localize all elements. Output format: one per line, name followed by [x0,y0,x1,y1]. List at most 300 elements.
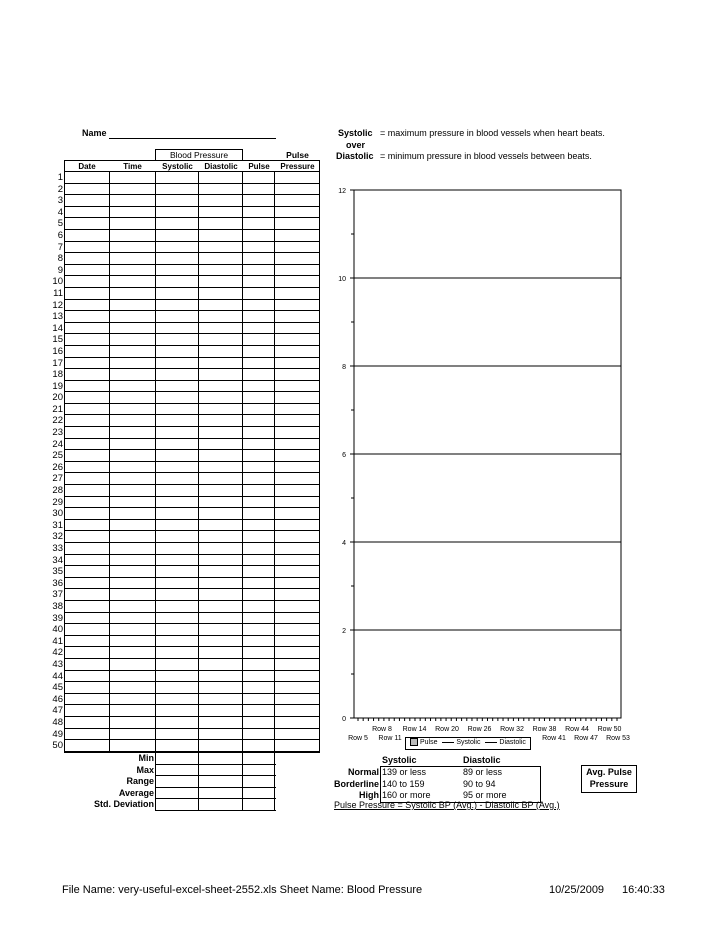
systolic-cell[interactable] [156,682,199,693]
date-cell[interactable] [65,265,110,276]
pulse-cell[interactable] [243,346,275,357]
diastolic-cell[interactable] [199,300,243,311]
time-cell[interactable] [110,195,156,206]
time-cell[interactable] [110,392,156,403]
pressure-cell[interactable] [275,671,319,682]
date-cell[interactable] [65,334,110,345]
diastolic-cell[interactable] [199,508,243,519]
diastolic-cell[interactable] [199,450,243,461]
systolic-cell[interactable] [156,439,199,450]
systolic-cell[interactable] [156,520,199,531]
time-cell[interactable] [110,555,156,566]
time-cell[interactable] [110,682,156,693]
date-cell[interactable] [65,682,110,693]
time-cell[interactable] [110,531,156,542]
pulse-cell[interactable] [243,694,275,705]
pulse-cell[interactable] [243,358,275,369]
systolic-cell[interactable] [156,300,199,311]
pulse-cell[interactable] [243,543,275,554]
time-cell[interactable] [110,381,156,392]
pressure-cell[interactable] [275,497,319,508]
date-cell[interactable] [65,694,110,705]
systolic-cell[interactable] [156,566,199,577]
time-cell[interactable] [110,242,156,253]
date-cell[interactable] [65,427,110,438]
date-cell[interactable] [65,740,110,751]
pulse-cell[interactable] [243,392,275,403]
pressure-cell[interactable] [275,195,319,206]
date-cell[interactable] [65,288,110,299]
diastolic-cell[interactable] [199,520,243,531]
pressure-cell[interactable] [275,473,319,484]
stats-cell[interactable] [199,788,243,799]
date-cell[interactable] [65,381,110,392]
diastolic-cell[interactable] [199,485,243,496]
diastolic-cell[interactable] [199,311,243,322]
diastolic-cell[interactable] [199,334,243,345]
date-cell[interactable] [65,462,110,473]
pressure-cell[interactable] [275,636,319,647]
diastolic-cell[interactable] [199,659,243,670]
date-cell[interactable] [65,404,110,415]
systolic-cell[interactable] [156,404,199,415]
pulse-cell[interactable] [243,369,275,380]
time-cell[interactable] [110,346,156,357]
stats-cell[interactable] [156,788,199,799]
date-cell[interactable] [65,242,110,253]
systolic-cell[interactable] [156,207,199,218]
pressure-cell[interactable] [275,589,319,600]
systolic-cell[interactable] [156,531,199,542]
diastolic-cell[interactable] [199,624,243,635]
pressure-cell[interactable] [275,659,319,670]
pressure-cell[interactable] [275,450,319,461]
time-cell[interactable] [110,369,156,380]
pressure-cell[interactable] [275,439,319,450]
systolic-cell[interactable] [156,265,199,276]
time-cell[interactable] [110,508,156,519]
pressure-cell[interactable] [275,647,319,658]
date-cell[interactable] [65,717,110,728]
pulse-cell[interactable] [243,427,275,438]
date-cell[interactable] [65,230,110,241]
pulse-cell[interactable] [243,636,275,647]
systolic-cell[interactable] [156,729,199,740]
pressure-cell[interactable] [275,508,319,519]
diastolic-cell[interactable] [199,462,243,473]
pressure-cell[interactable] [275,311,319,322]
time-cell[interactable] [110,439,156,450]
pressure-cell[interactable] [275,682,319,693]
diastolic-cell[interactable] [199,415,243,426]
time-cell[interactable] [110,300,156,311]
pulse-cell[interactable] [243,462,275,473]
pulse-cell[interactable] [243,705,275,716]
systolic-cell[interactable] [156,323,199,334]
pulse-cell[interactable] [243,300,275,311]
diastolic-cell[interactable] [199,288,243,299]
pressure-cell[interactable] [275,381,319,392]
diastolic-cell[interactable] [199,381,243,392]
time-cell[interactable] [110,462,156,473]
pulse-cell[interactable] [243,439,275,450]
date-cell[interactable] [65,671,110,682]
diastolic-cell[interactable] [199,531,243,542]
time-cell[interactable] [110,694,156,705]
systolic-cell[interactable] [156,473,199,484]
date-cell[interactable] [65,439,110,450]
date-cell[interactable] [65,218,110,229]
pulse-cell[interactable] [243,311,275,322]
date-cell[interactable] [65,392,110,403]
time-cell[interactable] [110,705,156,716]
date-cell[interactable] [65,311,110,322]
date-cell[interactable] [65,207,110,218]
pulse-cell[interactable] [243,497,275,508]
systolic-cell[interactable] [156,195,199,206]
systolic-cell[interactable] [156,485,199,496]
date-cell[interactable] [65,195,110,206]
systolic-cell[interactable] [156,381,199,392]
time-cell[interactable] [110,184,156,195]
date-cell[interactable] [65,613,110,624]
pressure-cell[interactable] [275,462,319,473]
pulse-cell[interactable] [243,207,275,218]
stats-cell[interactable] [156,753,199,764]
pressure-cell[interactable] [275,218,319,229]
time-cell[interactable] [110,647,156,658]
pulse-cell[interactable] [243,659,275,670]
diastolic-cell[interactable] [199,566,243,577]
date-cell[interactable] [65,323,110,334]
pressure-cell[interactable] [275,242,319,253]
systolic-cell[interactable] [156,184,199,195]
date-cell[interactable] [65,705,110,716]
date-cell[interactable] [65,415,110,426]
diastolic-cell[interactable] [199,276,243,287]
pressure-cell[interactable] [275,230,319,241]
pulse-cell[interactable] [243,555,275,566]
pulse-cell[interactable] [243,682,275,693]
pressure-cell[interactable] [275,555,319,566]
date-cell[interactable] [65,358,110,369]
stats-cell[interactable] [199,765,243,776]
pulse-cell[interactable] [243,647,275,658]
date-cell[interactable] [65,729,110,740]
pressure-cell[interactable] [275,265,319,276]
pressure-cell[interactable] [275,613,319,624]
pressure-cell[interactable] [275,184,319,195]
time-cell[interactable] [110,485,156,496]
date-cell[interactable] [65,369,110,380]
systolic-cell[interactable] [156,172,199,183]
time-cell[interactable] [110,265,156,276]
pulse-cell[interactable] [243,334,275,345]
diastolic-cell[interactable] [199,729,243,740]
pulse-cell[interactable] [243,195,275,206]
pulse-cell[interactable] [243,508,275,519]
time-cell[interactable] [110,207,156,218]
date-cell[interactable] [65,520,110,531]
systolic-cell[interactable] [156,624,199,635]
time-cell[interactable] [110,589,156,600]
systolic-cell[interactable] [156,369,199,380]
date-cell[interactable] [65,636,110,647]
systolic-cell[interactable] [156,705,199,716]
date-cell[interactable] [65,659,110,670]
time-cell[interactable] [110,497,156,508]
systolic-cell[interactable] [156,497,199,508]
pressure-cell[interactable] [275,276,319,287]
diastolic-cell[interactable] [199,369,243,380]
systolic-cell[interactable] [156,508,199,519]
time-cell[interactable] [110,218,156,229]
systolic-cell[interactable] [156,392,199,403]
systolic-cell[interactable] [156,578,199,589]
pulse-cell[interactable] [243,671,275,682]
time-cell[interactable] [110,415,156,426]
time-cell[interactable] [110,624,156,635]
pulse-cell[interactable] [243,172,275,183]
pulse-cell[interactable] [243,381,275,392]
pressure-cell[interactable] [275,717,319,728]
diastolic-cell[interactable] [199,589,243,600]
pulse-cell[interactable] [243,288,275,299]
diastolic-cell[interactable] [199,346,243,357]
time-cell[interactable] [110,450,156,461]
stats-cell[interactable] [156,776,199,787]
pulse-cell[interactable] [243,242,275,253]
date-cell[interactable] [65,184,110,195]
pulse-cell[interactable] [243,323,275,334]
date-cell[interactable] [65,601,110,612]
diastolic-cell[interactable] [199,358,243,369]
stats-cell[interactable] [156,799,199,810]
diastolic-cell[interactable] [199,740,243,751]
time-cell[interactable] [110,358,156,369]
diastolic-cell[interactable] [199,613,243,624]
stats-cell[interactable] [243,753,275,764]
pulse-cell[interactable] [243,717,275,728]
date-cell[interactable] [65,253,110,264]
time-cell[interactable] [110,520,156,531]
diastolic-cell[interactable] [199,543,243,554]
systolic-cell[interactable] [156,694,199,705]
pulse-cell[interactable] [243,450,275,461]
date-cell[interactable] [65,450,110,461]
pressure-cell[interactable] [275,694,319,705]
pulse-cell[interactable] [243,740,275,751]
pressure-cell[interactable] [275,172,319,183]
pressure-cell[interactable] [275,705,319,716]
pressure-cell[interactable] [275,740,319,751]
diastolic-cell[interactable] [199,172,243,183]
pulse-cell[interactable] [243,230,275,241]
stats-cell[interactable] [243,799,275,810]
stats-cell[interactable] [199,799,243,810]
systolic-cell[interactable] [156,415,199,426]
pressure-cell[interactable] [275,300,319,311]
pressure-cell[interactable] [275,369,319,380]
systolic-cell[interactable] [156,462,199,473]
pulse-cell[interactable] [243,485,275,496]
date-cell[interactable] [65,473,110,484]
systolic-cell[interactable] [156,334,199,345]
pressure-cell[interactable] [275,520,319,531]
stats-cell[interactable] [199,753,243,764]
time-cell[interactable] [110,636,156,647]
pulse-cell[interactable] [243,578,275,589]
time-cell[interactable] [110,566,156,577]
diastolic-cell[interactable] [199,601,243,612]
date-cell[interactable] [65,508,110,519]
pressure-cell[interactable] [275,485,319,496]
pressure-cell[interactable] [275,323,319,334]
date-cell[interactable] [65,346,110,357]
pulse-cell[interactable] [243,276,275,287]
diastolic-cell[interactable] [199,242,243,253]
systolic-cell[interactable] [156,450,199,461]
diastolic-cell[interactable] [199,705,243,716]
time-cell[interactable] [110,276,156,287]
diastolic-cell[interactable] [199,636,243,647]
diastolic-cell[interactable] [199,555,243,566]
systolic-cell[interactable] [156,427,199,438]
date-cell[interactable] [65,485,110,496]
time-cell[interactable] [110,427,156,438]
systolic-cell[interactable] [156,647,199,658]
diastolic-cell[interactable] [199,184,243,195]
diastolic-cell[interactable] [199,578,243,589]
diastolic-cell[interactable] [199,647,243,658]
pulse-cell[interactable] [243,184,275,195]
time-cell[interactable] [110,578,156,589]
systolic-cell[interactable] [156,288,199,299]
diastolic-cell[interactable] [199,427,243,438]
systolic-cell[interactable] [156,543,199,554]
systolic-cell[interactable] [156,218,199,229]
pressure-cell[interactable] [275,288,319,299]
time-cell[interactable] [110,740,156,751]
pressure-cell[interactable] [275,346,319,357]
pulse-cell[interactable] [243,613,275,624]
systolic-cell[interactable] [156,276,199,287]
stats-cell[interactable] [243,776,275,787]
time-cell[interactable] [110,717,156,728]
pulse-cell[interactable] [243,566,275,577]
systolic-cell[interactable] [156,230,199,241]
diastolic-cell[interactable] [199,404,243,415]
time-cell[interactable] [110,473,156,484]
date-cell[interactable] [65,589,110,600]
stats-cell[interactable] [156,765,199,776]
time-cell[interactable] [110,729,156,740]
time-cell[interactable] [110,288,156,299]
date-cell[interactable] [65,300,110,311]
pressure-cell[interactable] [275,358,319,369]
pulse-cell[interactable] [243,415,275,426]
pressure-cell[interactable] [275,566,319,577]
pulse-cell[interactable] [243,218,275,229]
time-cell[interactable] [110,671,156,682]
diastolic-cell[interactable] [199,253,243,264]
time-cell[interactable] [110,230,156,241]
stats-cell[interactable] [199,776,243,787]
pulse-cell[interactable] [243,253,275,264]
systolic-cell[interactable] [156,613,199,624]
stats-cell[interactable] [243,765,275,776]
systolic-cell[interactable] [156,740,199,751]
diastolic-cell[interactable] [199,671,243,682]
date-cell[interactable] [65,624,110,635]
pulse-cell[interactable] [243,601,275,612]
avg-pulse-pressure-box[interactable] [581,765,637,793]
diastolic-cell[interactable] [199,218,243,229]
time-cell[interactable] [110,613,156,624]
diastolic-cell[interactable] [199,265,243,276]
systolic-cell[interactable] [156,671,199,682]
pressure-cell[interactable] [275,253,319,264]
systolic-cell[interactable] [156,311,199,322]
pressure-cell[interactable] [275,729,319,740]
systolic-cell[interactable] [156,601,199,612]
diastolic-cell[interactable] [199,207,243,218]
pulse-cell[interactable] [243,624,275,635]
time-cell[interactable] [110,323,156,334]
date-cell[interactable] [65,543,110,554]
date-cell[interactable] [65,276,110,287]
systolic-cell[interactable] [156,242,199,253]
pressure-cell[interactable] [275,404,319,415]
systolic-cell[interactable] [156,636,199,647]
time-cell[interactable] [110,659,156,670]
stats-cell[interactable] [243,788,275,799]
pressure-cell[interactable] [275,601,319,612]
pressure-cell[interactable] [275,624,319,635]
systolic-cell[interactable] [156,717,199,728]
diastolic-cell[interactable] [199,392,243,403]
date-cell[interactable] [65,578,110,589]
systolic-cell[interactable] [156,659,199,670]
pressure-cell[interactable] [275,531,319,542]
pressure-cell[interactable] [275,427,319,438]
time-cell[interactable] [110,601,156,612]
pulse-cell[interactable] [243,404,275,415]
time-cell[interactable] [110,334,156,345]
date-cell[interactable] [65,531,110,542]
date-cell[interactable] [65,497,110,508]
systolic-cell[interactable] [156,589,199,600]
systolic-cell[interactable] [156,346,199,357]
systolic-cell[interactable] [156,555,199,566]
diastolic-cell[interactable] [199,323,243,334]
pressure-cell[interactable] [275,543,319,554]
systolic-cell[interactable] [156,253,199,264]
systolic-cell[interactable] [156,358,199,369]
diastolic-cell[interactable] [199,682,243,693]
pulse-cell[interactable] [243,531,275,542]
diastolic-cell[interactable] [199,497,243,508]
pressure-cell[interactable] [275,334,319,345]
pulse-cell[interactable] [243,265,275,276]
pulse-cell[interactable] [243,589,275,600]
time-cell[interactable] [110,543,156,554]
pressure-cell[interactable] [275,392,319,403]
time-cell[interactable] [110,253,156,264]
pressure-cell[interactable] [275,415,319,426]
date-cell[interactable] [65,647,110,658]
date-cell[interactable] [65,566,110,577]
